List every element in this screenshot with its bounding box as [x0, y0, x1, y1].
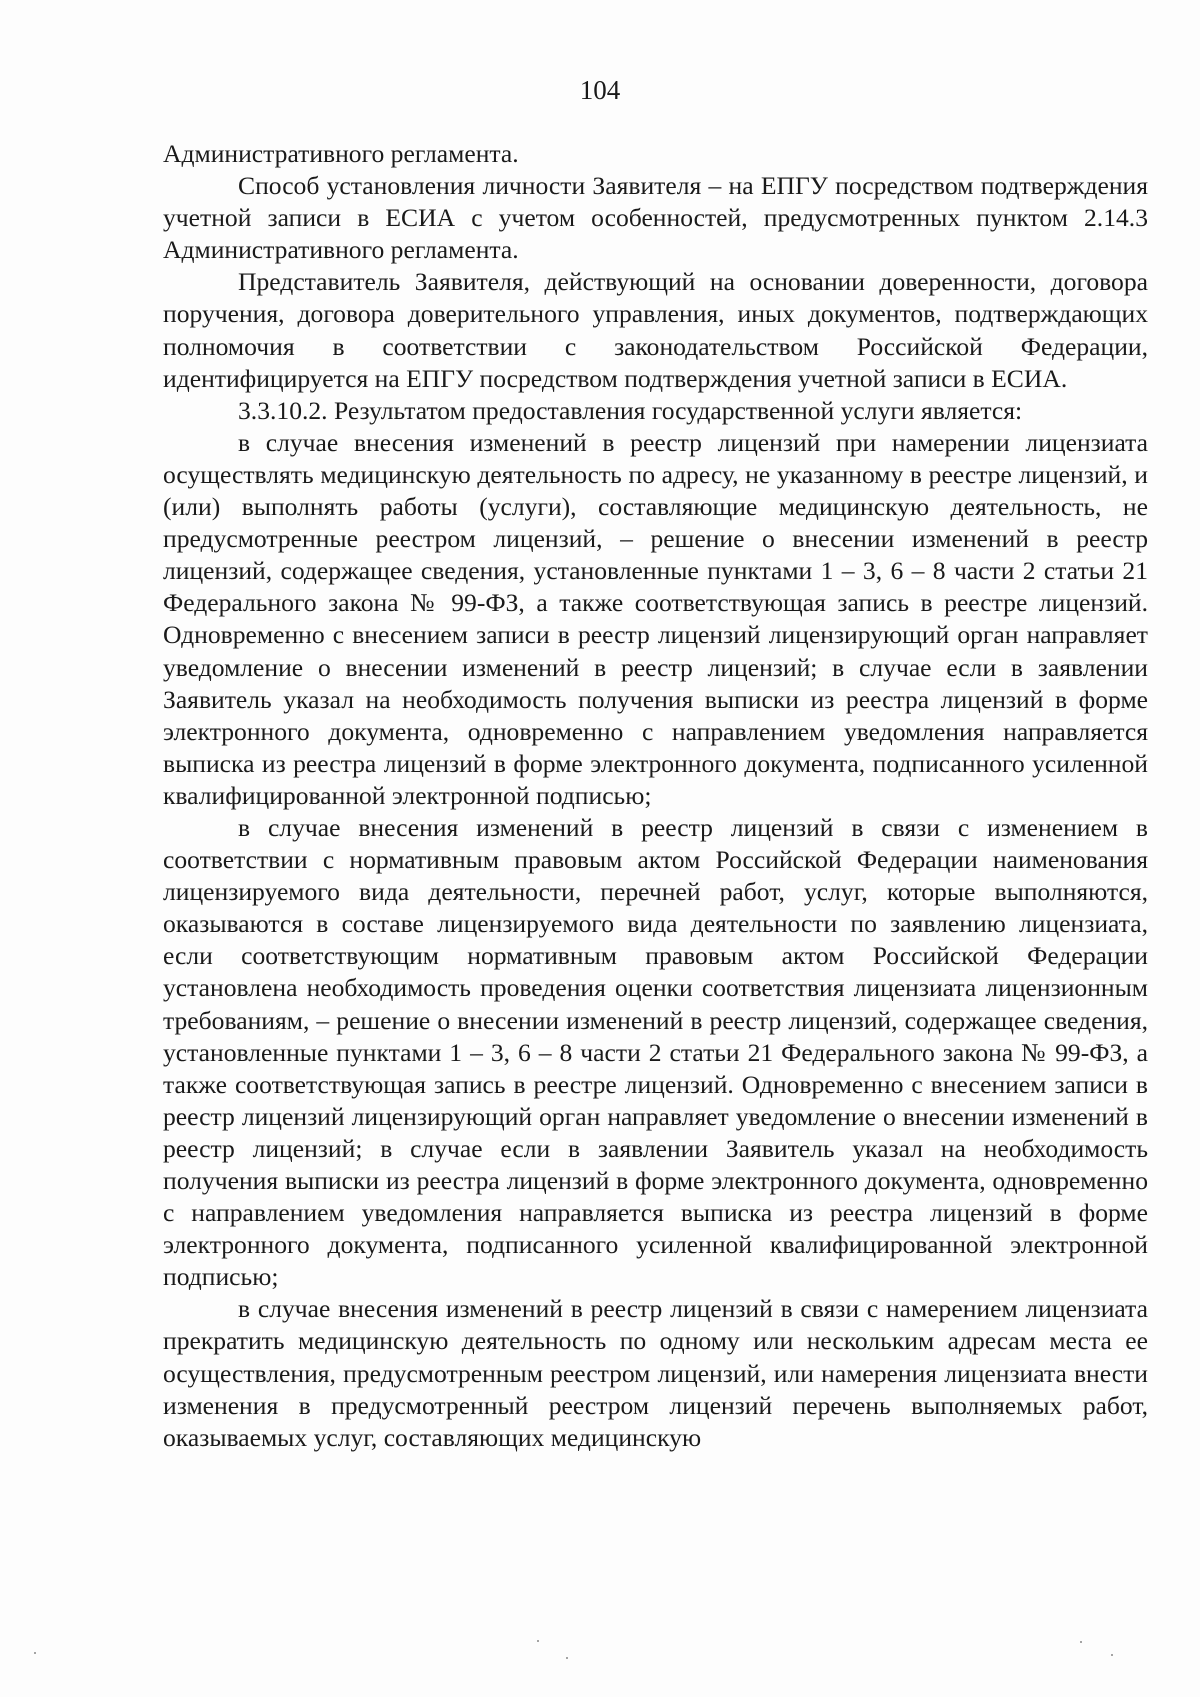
scan-speck	[566, 1657, 568, 1659]
paragraph-result-termination: в случае внесения изменений в реестр лицензий в связи с намерением лицензиата прекратить медицинскую деятельность по одному или нескольким адресам места ее осуществления, предусмотренным реестром лицензий, или намерения лицензиата внести изменения в предусмотренный реестром лицензий перечень выполняемых работ, оказываемых услуг, составляющих медицинскую	[163, 1294, 1148, 1452]
paragraph-continuation: Административного регламента.	[163, 139, 519, 168]
scan-speck	[1080, 1641, 1082, 1643]
scan-speck	[34, 1652, 36, 1654]
scan-speck	[1111, 1654, 1113, 1656]
paragraph-representative: Представитель Заявителя, действующий на основании доверенности, договора поручения, договора доверительного управления, иных документов, подтверждающих полномочия в соответствии с законодательством Российской Федерации, идентифицируется на ЕПГУ посредством подтверждения учетной записи в ЕСИА.	[163, 267, 1148, 393]
paragraph-result-heading: 3.3.10.2. Результатом предоставления государственной услуги является:	[238, 395, 1023, 425]
paragraph-identification-method: Способ установления личности Заявителя – на ЕПГУ посредством подтверждения учетной записи в ЕСИА с учетом особенностей, предусмотренных пунктом 2.14.3 Административного регламента.	[163, 171, 1148, 265]
document-body	[163, 138, 1148, 1454]
scan-speck	[537, 1640, 539, 1642]
page-number: 104	[579, 75, 621, 105]
paragraph-result-new-address: в случае внесения изменений в реестр лицензий при намерении лицензиата осуществлять медицинскую деятельность по адресу, не указанному в реестре лицензий, и (или) выполнять работы (услуги), составляющие медицинскую деятельность, не предусмотренные реестром лицензий, – решение о внесении изменений в реестр лицензий, содержащее сведения, установленные пунктами 1 – 3, 6 – 8 части 2 статьи 21 Федерального закона № 99-ФЗ, а также соответствующая запись в реестре лицензий. Одновременно с внесением записи в реестр лицензий лицензирующий орган направляет уведомление о внесении изменений в реестр лицензий; в случае если в заявлении Заявитель указал на необходимость получения выписки из реестра лицензий в форме электронного документа, одновременно с направлением уведомления направляется выписка из реестра лицензий в форме электронного документа, подписанного усиленной квалифицированной электронной подписью;	[163, 427, 1148, 810]
paragraph-result-name-change: в случае внесения изменений в реестр лицензий в связи с изменением в соответствии с нормативным правовым актом Российской Федерации наименования лицензируемого вида деятельности, перечней работ, услуг, которые выполняются, оказываются в составе лицензируемого вида деятельности по заявлению лицензиата, если соответствующим нормативным правовым актом Российской Федерации установлена необходимость проведения оценки соответствия лицензиата лицензионным требованиям, – решение о внесении изменений в реестр лицензий, содержащее сведения, установленные пунктами 1 – 3, 6 – 8 части 2 статьи 21 Федерального закона № 99-ФЗ, а также соответствующая запись в реестре лицензий. Одновременно с внесением записи в реестр лицензий лицензирующий орган направляет уведомление о внесении изменений в реестр лицензий; в случае если в заявлении Заявитель указал на необходимость получения выписки из реестра лицензий в форме электронного документа, одновременно с направлением уведомления направляется выписка из реестра лицензий в форме электронного документа, подписанного усиленной квалифицированной электронной подписью;	[163, 812, 1148, 1292]
